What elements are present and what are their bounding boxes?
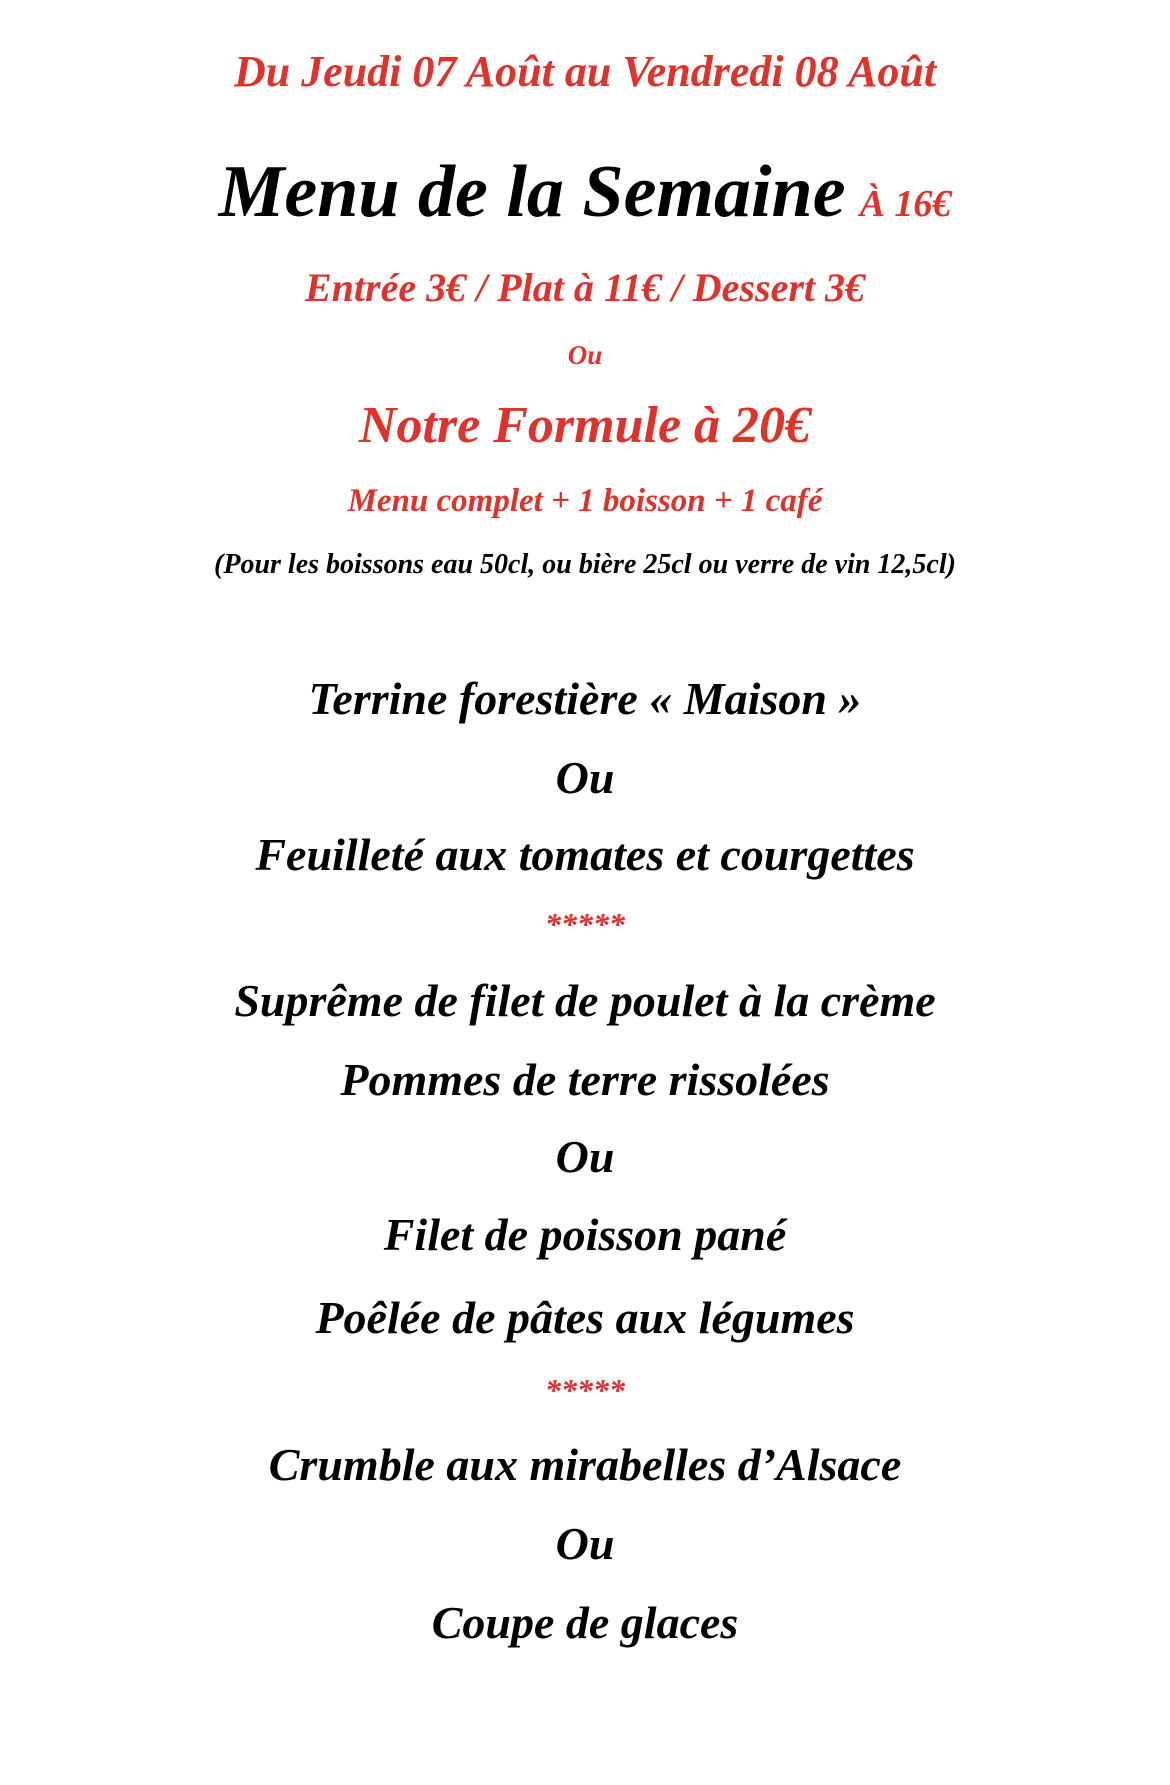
main-option-1-side: Pommes de terre rissolées	[340, 1054, 830, 1105]
drinks-note: (Pour les boissons eau 50cl, ou bière 25cl ou verre de vin 12,5cl)	[214, 549, 956, 580]
main-option-2-side: Poêlée de pâtes aux légumes	[315, 1292, 855, 1343]
dessert-option-2: Coupe de glaces	[431, 1597, 739, 1648]
starter-or: Ou	[555, 752, 615, 803]
main-option-1-dish: Suprême de filet de poulet à la crème	[234, 975, 936, 1026]
main-or: Ou	[555, 1131, 615, 1182]
or-separator-small: Ou	[567, 340, 603, 370]
formula-description: Menu complet + 1 boisson + 1 café	[347, 483, 823, 519]
main-option-2-dish: Filet de poisson pané	[383, 1209, 787, 1260]
dessert-or: Ou	[555, 1518, 615, 1569]
date-range: Du Jeudi 07 Août au Vendredi 08 Août	[233, 47, 937, 96]
starter-option-1: Terrine forestière « Maison »	[308, 673, 862, 724]
course-separator: *****	[545, 1372, 625, 1408]
course-prices: Entrée 3€ / Plat à 11€ / Dessert 3€	[305, 265, 865, 310]
course-separator: *****	[545, 906, 625, 942]
menu-title-row	[0, 151, 1170, 233]
formula-title: Notre Formule à 20€	[358, 397, 812, 454]
dessert-option-1: Crumble aux mirabelles d’Alsace	[268, 1439, 902, 1490]
menu-price: À 16€	[859, 183, 952, 225]
starter-option-2: Feuilleté aux tomates et courgettes	[255, 829, 915, 880]
menu-title: Menu de la Semaine	[218, 151, 846, 233]
